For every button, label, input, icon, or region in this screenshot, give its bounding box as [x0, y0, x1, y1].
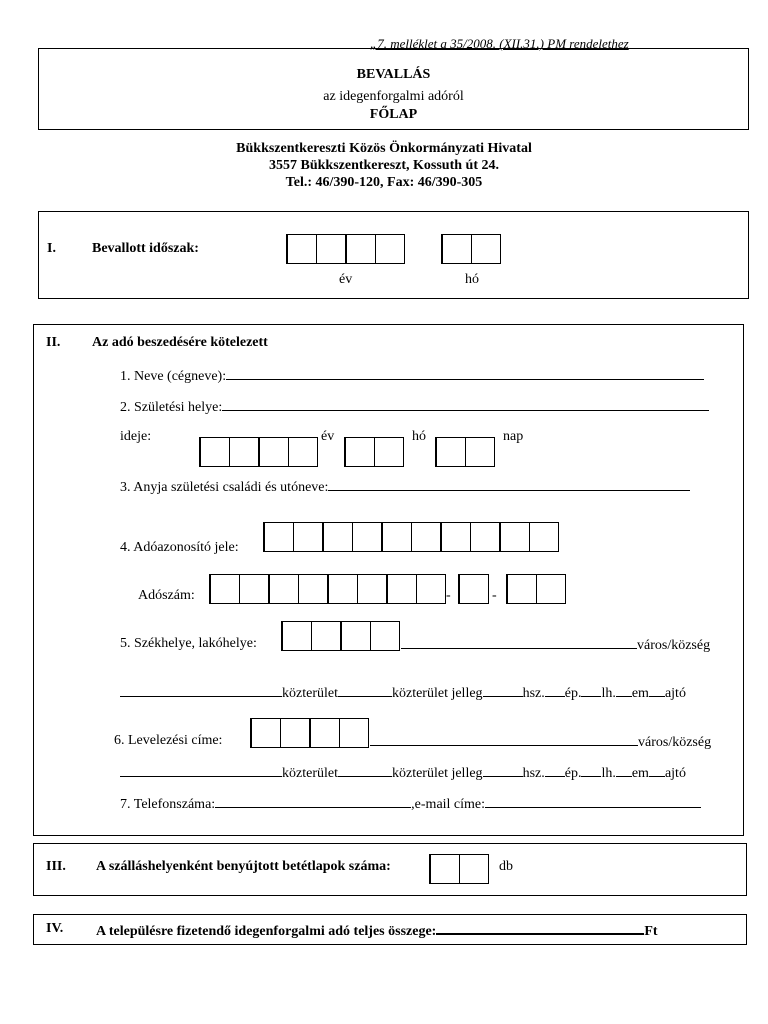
inserts-count-boxes[interactable]	[429, 854, 489, 884]
seat-house-number-label: hsz.	[522, 686, 545, 701]
seat-staircase-label: lh.	[601, 686, 616, 701]
section-3-number: III.	[46, 859, 66, 874]
birthplace-field[interactable]	[120, 398, 709, 416]
office-address: 3557 Bükkszentkereszt, Kossuth út 24.	[269, 158, 499, 173]
mailing-staircase-label: lh.	[601, 766, 616, 781]
tax-number-dash-1: -	[446, 588, 451, 603]
section-4-box	[33, 914, 747, 945]
tax-id-boxes[interactable]	[263, 522, 559, 552]
tax-number-boxes-main[interactable]	[209, 574, 446, 604]
mailing-city-label: város/község	[638, 735, 712, 750]
section-4-label: A településre fizetendő idegenforgalmi adó teljes összege:	[96, 924, 437, 939]
seat-postcode-boxes[interactable]	[281, 621, 400, 651]
birth-month-boxes[interactable]	[344, 437, 404, 467]
section-1-label: Bevallott időszak:	[92, 241, 199, 256]
header-box	[38, 48, 749, 130]
name-label: 1. Neve (cégneve):	[120, 369, 227, 384]
tax-number-boxes-mid[interactable]	[458, 574, 489, 604]
seat-street-type-label: közterület jelleg	[391, 686, 483, 701]
mailing-label: 6. Levelezési címe:	[114, 733, 223, 748]
mailing-house-number-label: hsz.	[522, 766, 545, 781]
section-2-box	[33, 324, 744, 836]
seat-label: 5. Székhelye, lakóhelye:	[120, 636, 257, 651]
form-title: BEVALLÁS	[356, 67, 431, 82]
form-subtitle: az idegenforgalmi adóról	[323, 89, 464, 104]
section-3-label: A szálláshelyenként benyújtott betétlapok száma:	[96, 859, 391, 874]
birthdate-label: ideje:	[120, 429, 152, 444]
name-field[interactable]	[120, 367, 704, 385]
section-1-number: I.	[47, 241, 56, 256]
period-month-boxes[interactable]	[441, 234, 501, 264]
mailing-building-label: ép.	[564, 766, 582, 781]
phone-label: 7. Telefonszáma:	[120, 797, 216, 812]
period-year-boxes[interactable]	[286, 234, 405, 264]
email-label: ,e-mail címe:	[411, 797, 486, 812]
seat-door-label: ajtó	[664, 686, 686, 701]
mailing-street-label: közterület	[282, 766, 338, 781]
total-tax-field[interactable]	[96, 921, 658, 940]
section-3-box	[33, 843, 747, 896]
mother-name-label: 3. Anyja születési családi és utóneve:	[120, 480, 329, 495]
seat-city-field[interactable]	[401, 636, 710, 654]
birthplace-label: 2. Születési helye:	[120, 400, 223, 415]
total-tax-unit: Ft	[644, 924, 658, 939]
section-2-label: Az adó beszedésére kötelezett	[92, 335, 268, 350]
seat-street-field[interactable]	[120, 684, 686, 702]
tax-id-label: 4. Adóazonosító jele:	[120, 540, 239, 555]
birth-day-boxes[interactable]	[435, 437, 495, 467]
birth-year-boxes[interactable]	[199, 437, 318, 467]
seat-floor-label: em	[631, 686, 649, 701]
mailing-street-field[interactable]	[120, 764, 686, 782]
mailing-city-field[interactable]	[370, 733, 711, 751]
birth-month-label: hó	[412, 429, 426, 444]
form-sheet: FŐLAP	[369, 107, 418, 122]
seat-city-label: város/község	[637, 638, 711, 653]
mailing-postcode-boxes[interactable]	[250, 718, 369, 748]
mailing-door-label: ajtó	[664, 766, 686, 781]
section-4-number: IV.	[46, 921, 64, 936]
seat-building-label: ép.	[564, 686, 582, 701]
mailing-street-type-label: közterület jelleg	[391, 766, 483, 781]
section-1-box	[38, 211, 749, 299]
annex-note: „7. melléklet a 35/2008. (XII.31.) PM rendelethez	[370, 36, 629, 51]
section-2-number: II.	[46, 335, 61, 350]
period-year-label: év	[339, 272, 353, 287]
tax-number-boxes-end[interactable]	[506, 574, 566, 604]
mother-name-field[interactable]	[120, 478, 690, 496]
phone-email-field[interactable]	[120, 795, 701, 813]
office-contact: Tel.: 46/390-120, Fax: 46/390-305	[285, 175, 483, 190]
seat-street-label: közterület	[282, 686, 338, 701]
office-name: Bükkszentkereszti Közös Önkormányzati Hivatal	[236, 141, 532, 156]
inserts-count-unit: db	[499, 859, 513, 874]
tax-number-label: Adószám:	[138, 588, 195, 603]
mailing-floor-label: em	[631, 766, 649, 781]
tax-number-dash-2: -	[492, 588, 497, 603]
birth-day-label: nap	[503, 429, 524, 444]
period-month-label: hó	[465, 272, 479, 287]
birth-year-label: év	[321, 429, 335, 444]
